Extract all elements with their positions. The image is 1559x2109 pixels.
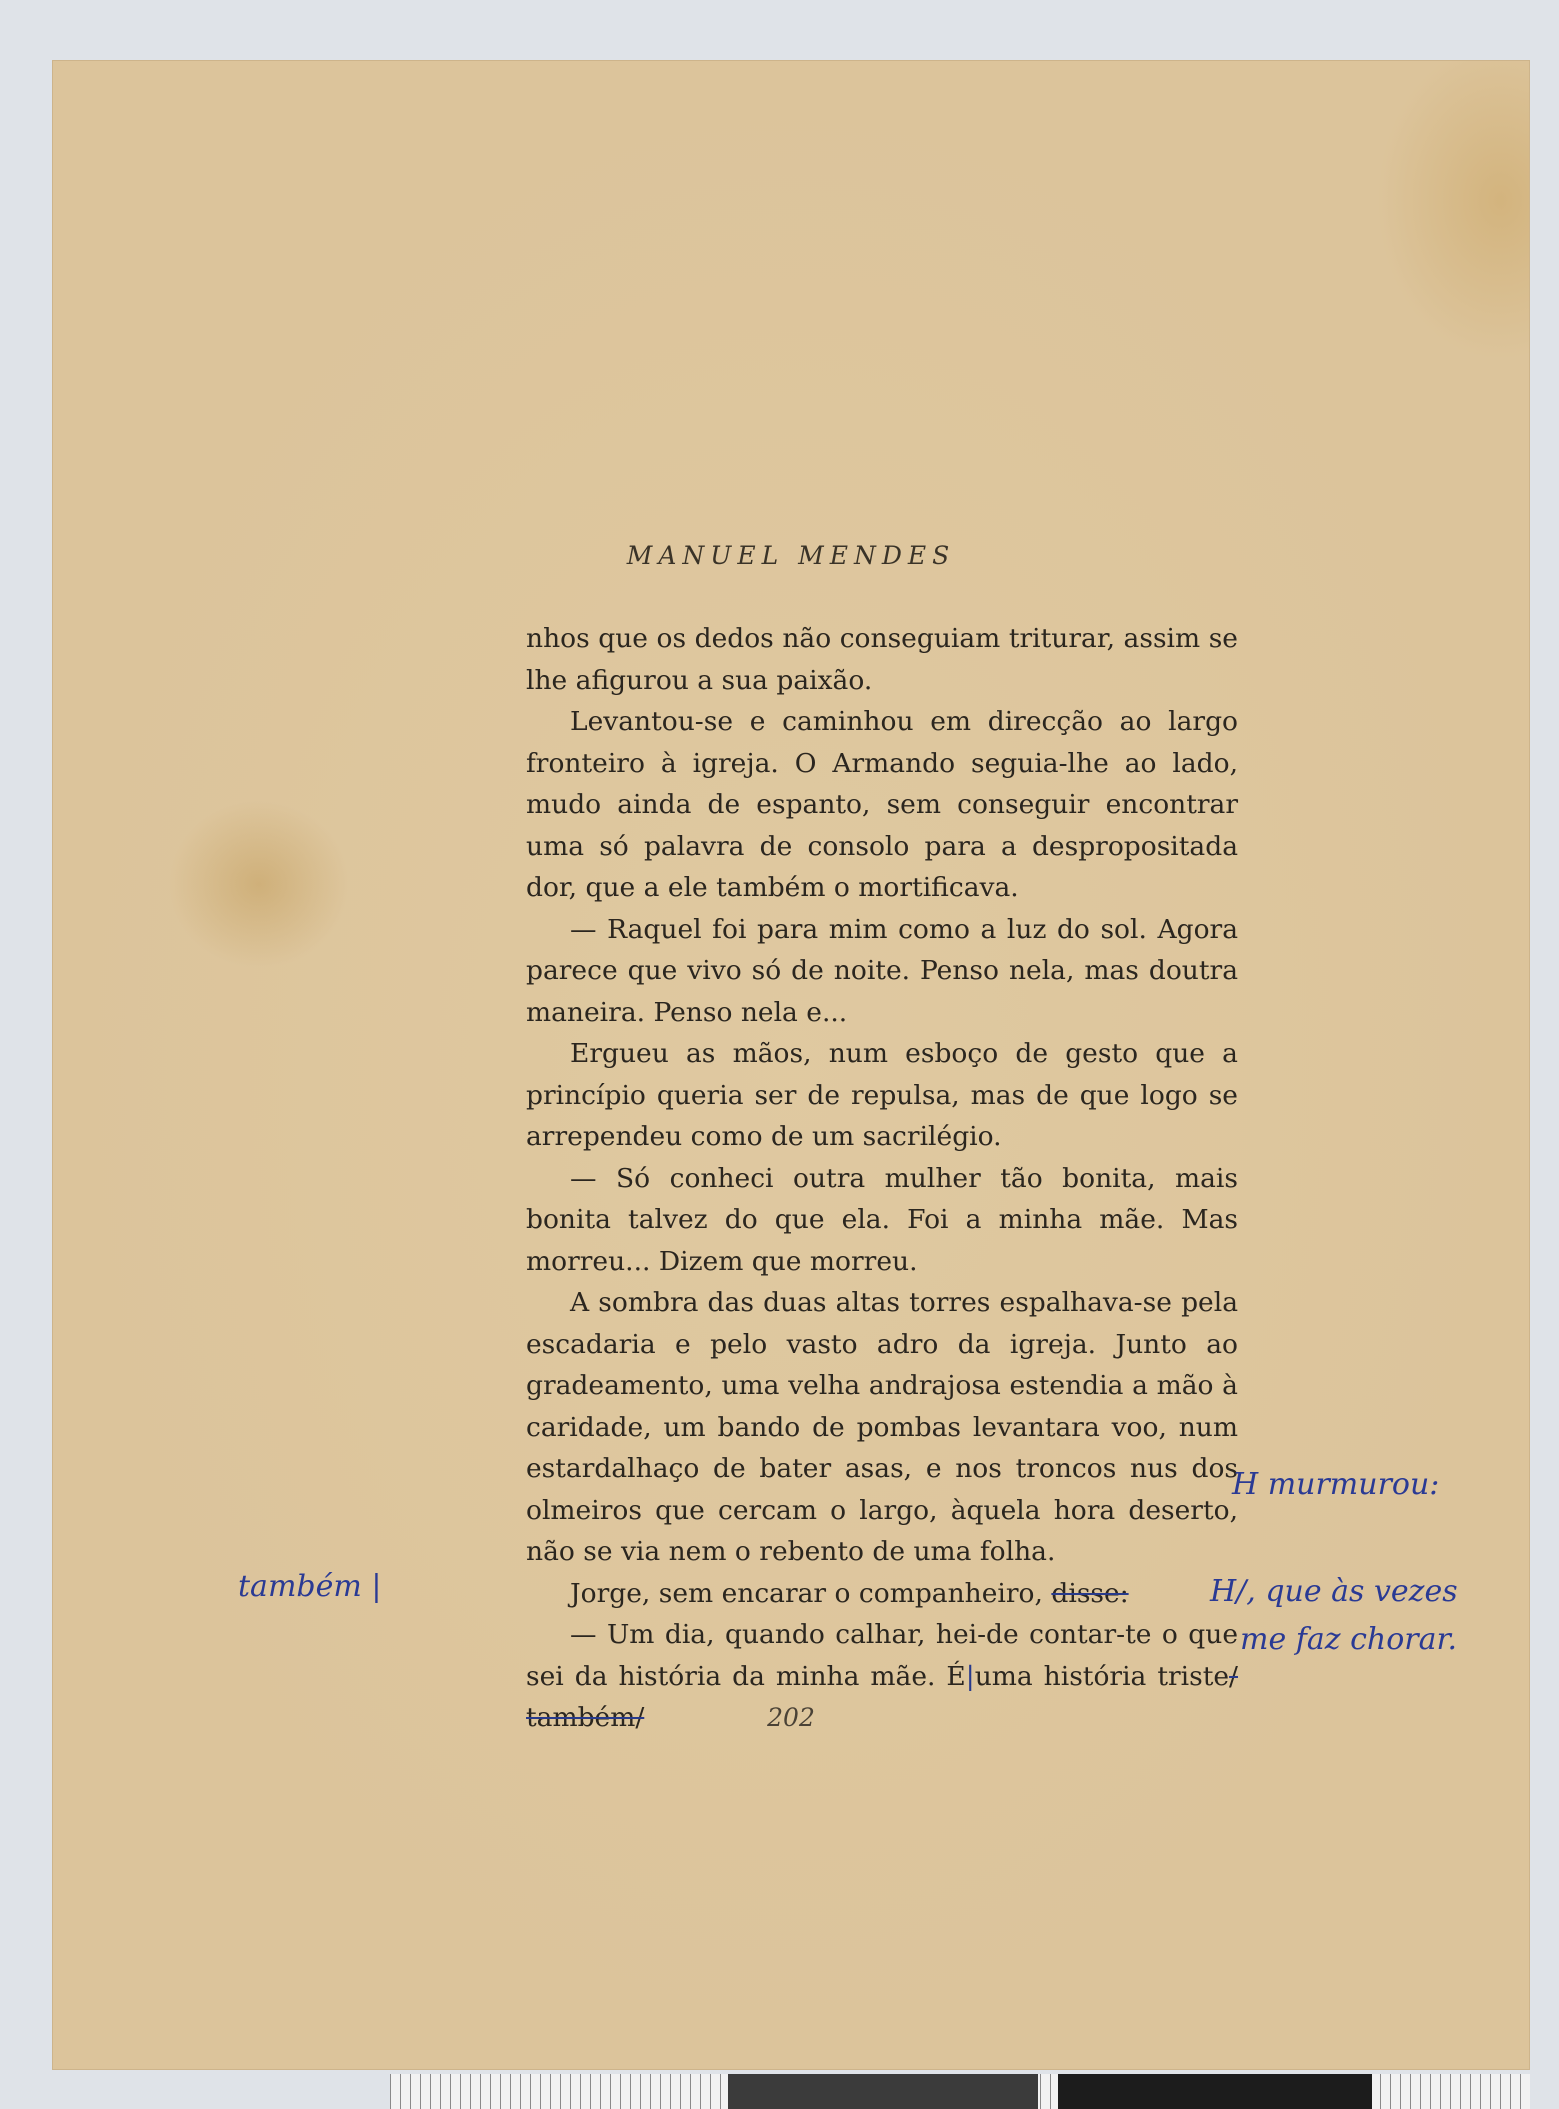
paragraph-1: nhos que os dedos não conseguiam triturar, assim se lhe afigurou a sua paixão. bbox=[526, 623, 1238, 696]
paragraph-5: — Só conheci outra mulher tão bonita, mais bonita talvez do que ela. Foi a minha mãe. Mas morreu... Dizem que morreu. bbox=[526, 1162, 1238, 1277]
struck-word-disse: disse: bbox=[1051, 1577, 1129, 1609]
page-number: 202 bbox=[767, 1703, 815, 1732]
handwritten-note-vezes-line2: me faz chorar. bbox=[1240, 1622, 1458, 1657]
paragraph-7 bbox=[526, 1573, 1238, 1615]
handwritten-note-vezes-line1: H/, que às vezes bbox=[1210, 1574, 1458, 1609]
handwritten-note-murmurou: H murmurou: bbox=[1232, 1467, 1440, 1502]
paragraph-2: Levantou-se e caminhou em direcção ao largo fronteiro à igreja. O Armando seguia-lhe ao lado, mudo ainda de espanto, sem conseguir encontrar uma só palavra de consolo para a despropositada dor, que a ele também o mortificava. bbox=[526, 706, 1238, 903]
paragraph-7-text: Jorge, sem encarar o companheiro, bbox=[570, 1577, 1043, 1609]
paragraph-4: Ergueu as mãos, num esboço de gesto que a princípio queria ser de repulsa, mas de que logo se arrependeu como de um sacrilégio. bbox=[526, 1038, 1238, 1152]
paragraph-6: A sombra das duas altas torres espalhava-se pela escadaria e pelo vasto adro da igreja. Junto ao gradeamento, uma velha andrajosa estendia a mão à caridade, um bando de pombas levantara voo, num estardalhaço de bater asas, e nos troncos nus dos olmeiros que cercam o largo, àquela hora deserto, não se via nem o rebento de uma folha. bbox=[526, 1287, 1238, 1567]
paragraph-8-rest: uma história triste bbox=[974, 1660, 1230, 1692]
running-head: MANUEL MENDES bbox=[626, 541, 956, 570]
struck-word-tambem: / também/ bbox=[526, 1660, 1238, 1733]
handwritten-note-left: também | bbox=[238, 1569, 382, 1604]
insertion-mark: | bbox=[965, 1660, 975, 1692]
paragraph-8-text: — Um dia, quando calhar, hei-de contar-te o que sei da história da minha mãe. É bbox=[526, 1619, 1238, 1692]
scale-bar-black bbox=[1058, 2074, 1372, 2109]
body-text bbox=[526, 618, 1238, 1739]
paragraph-3: — Raquel foi para mim como a luz do sol. Agora parece que vivo só de noite. Penso nela, mas doutra maneira. Penso nela e... bbox=[526, 913, 1238, 1028]
manuscript-page bbox=[52, 60, 1530, 2070]
scale-bar-gray bbox=[728, 2074, 1038, 2109]
